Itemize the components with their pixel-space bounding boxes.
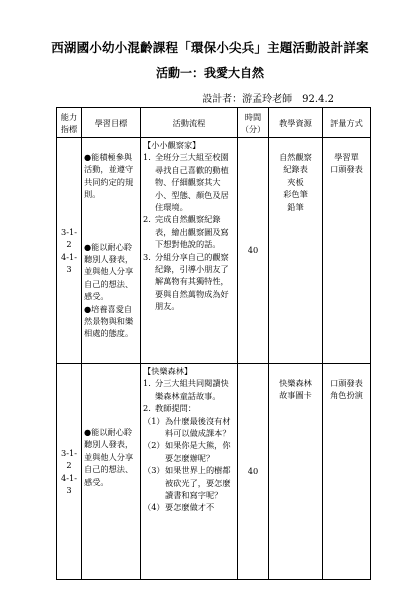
table-row xyxy=(57,138,371,364)
document-title: 西湖國小幼小混齡課程「環保小尖兵」主題活動設計詳案 xyxy=(51,40,369,55)
activity-subtitle: 活動一：我愛大自然 xyxy=(155,66,264,80)
lesson-plan-table xyxy=(56,107,371,580)
flow-item: 2. 完成自然觀察紀錄表，繪出觀察圖及寫下想對他說的話。 xyxy=(143,214,229,250)
indicator: 4-1-3 xyxy=(61,251,77,274)
resource-item: 自然觀察 xyxy=(279,152,312,162)
flow-item: 3. 分組分享自己的觀察紀錄，引導小朋友了解萬物有其獨特性，要與自然萬物成為好朋友。 xyxy=(143,251,229,312)
time-cell: 40 xyxy=(238,138,269,364)
resource-item: 故事圖卡 xyxy=(279,390,312,401)
assessment-item: 角色扮演 xyxy=(330,390,363,401)
flow-subitem: （1） 為什麼最後沒有材料可以做成課本？ xyxy=(143,415,231,439)
indicators-cell xyxy=(57,364,82,580)
assessment-item: 學習單 xyxy=(334,152,359,162)
goals-cell xyxy=(82,364,141,580)
assessment-item: 口頭發表 xyxy=(330,378,363,388)
flow-title: 【快樂森林】 xyxy=(143,366,193,376)
flow-cell xyxy=(141,364,238,580)
assessment-cell xyxy=(323,138,371,364)
goal-item: ●能以耐心聆聽別人發表，並與他人分享自己的想法、感受。 xyxy=(84,427,134,487)
header-time: 時間（分） xyxy=(238,108,269,138)
goal-item: ●能以耐心聆聽別人發表，並與他人分享自己的想法、感受。 xyxy=(84,241,134,302)
resources-cell xyxy=(269,364,323,580)
table-row xyxy=(57,364,371,580)
resource-item: 彩色筆 xyxy=(283,189,308,200)
table-header-row xyxy=(57,108,371,138)
goals-cell xyxy=(82,138,141,364)
flow-title: 【小小觀察家】 xyxy=(143,140,201,150)
goal-item: ●能積極參與活動，並遵守共同約定的規則。 xyxy=(84,152,134,200)
flow-subitem: （2） 如果你是大熊，你要怎麼辦呢？ xyxy=(143,440,231,463)
flow-cell xyxy=(141,138,238,364)
resource-item: 紀錄表 xyxy=(283,164,308,175)
flow-item: 1. 全班分三大組至校園尋找自己喜歡的動植物、仔細觀察其大小、型態、顏色及居住環境。 xyxy=(143,152,229,213)
assessment-item: 口頭發表 xyxy=(330,164,363,175)
assessment-cell xyxy=(323,364,371,580)
header-goals: 學習目標 xyxy=(82,108,141,138)
flow-subitem: （3） 如果世界上的樹都被砍光了，要怎麼讀書和寫字呢？ xyxy=(143,465,231,501)
resource-item: 鉛筆 xyxy=(287,201,304,212)
indicator: 4-1-3 xyxy=(61,472,77,495)
flow-subitem: （4） 要怎麼做才不 xyxy=(143,502,215,513)
designer-line: 設計者：游孟玲老師 92.4.2 xyxy=(202,94,334,105)
resource-item: 快樂森林 xyxy=(279,378,312,388)
header-assessment: 評量方式 xyxy=(323,108,371,138)
header-flow: 活動流程 xyxy=(141,108,238,138)
flow-item: 2. 教師提問： xyxy=(143,403,196,414)
header-resources: 教學資源 xyxy=(269,108,323,138)
indicators-cell xyxy=(57,138,82,364)
indicator: 3-1-2 xyxy=(61,226,77,250)
flow-item: 1. 分三大組共同閱讀快樂森林童話故事。 xyxy=(143,378,229,401)
indicator: 3-1-2 xyxy=(61,447,77,471)
header-indicators: 能力指標 xyxy=(57,108,82,138)
goal-item: ●培養喜愛自然景物與和樂相處的態度。 xyxy=(84,303,134,339)
resource-item: 夾板 xyxy=(287,176,304,187)
time-cell: 40 xyxy=(238,364,269,580)
resources-cell xyxy=(269,138,323,364)
